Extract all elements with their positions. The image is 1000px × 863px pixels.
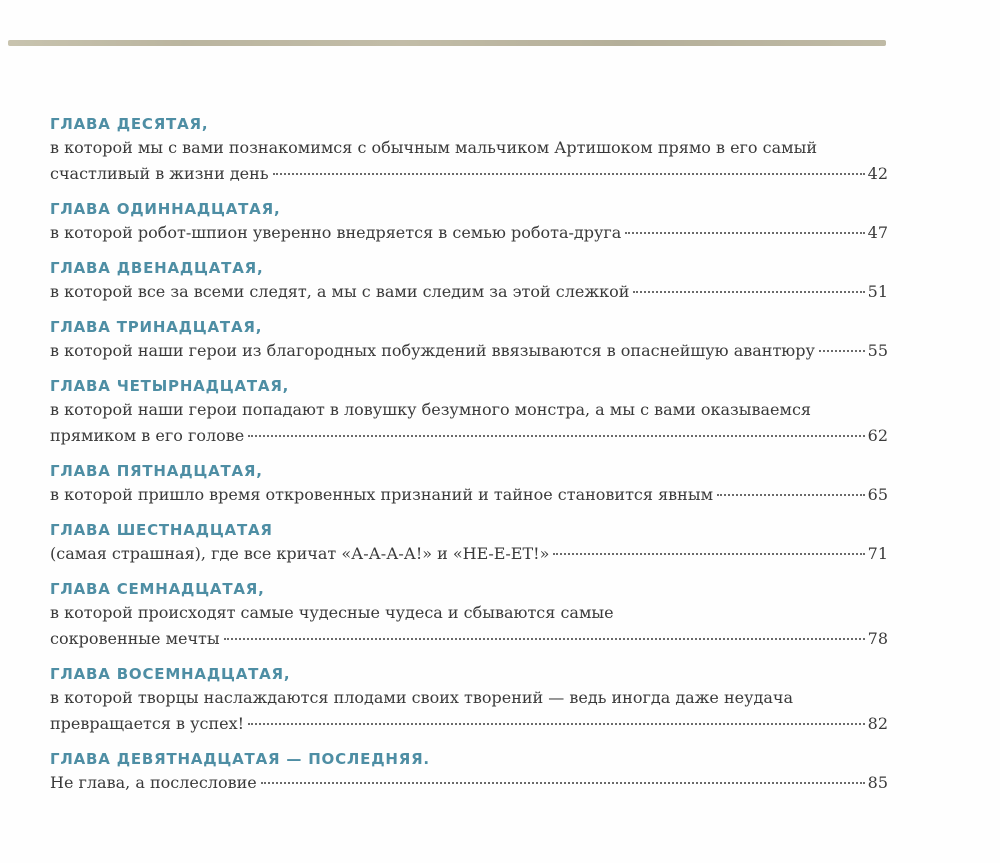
dot-leader — [248, 435, 864, 437]
dot-leader — [633, 291, 864, 293]
toc-entry — [50, 520, 888, 567]
dot-leader — [273, 173, 865, 175]
chapter-description-line: в которой творцы наслаждаются плодами своих творений — ведь иногда даже неудача — [50, 688, 794, 707]
chapter-title: ГЛАВА СЕМНАДЦАТАЯ, — [50, 580, 265, 598]
dot-leader — [224, 638, 865, 640]
dot-leader — [625, 232, 864, 234]
toc-entry — [50, 749, 888, 796]
toc-entry — [50, 317, 888, 364]
chapter-description-line: (самая страшная), где все кричат «А-А-А-А!» и «НЕ-Е-ЕТ!» — [50, 544, 550, 563]
dot-leader — [261, 782, 865, 784]
chapter-title: ГЛАВА ОДИННАДЦАТАЯ, — [50, 200, 281, 218]
toc-entry — [50, 664, 888, 737]
chapter-title: ГЛАВА ТРИНАДЦАТАЯ, — [50, 318, 263, 336]
chapter-description-line: счастливый в жизни день — [50, 164, 269, 183]
dot-leader — [717, 494, 865, 496]
chapter-description-line: в которой происходят самые чудесные чудеса и сбываются самые — [50, 603, 614, 622]
chapter-description-line: сокровенные мечты — [50, 629, 220, 648]
decorative-top-rule — [8, 40, 886, 46]
chapter-description-line: в которой все за всеми следят, а мы с вами следим за этой слежкой — [50, 282, 630, 301]
toc-line-with-page — [50, 626, 888, 652]
toc-entry — [50, 579, 888, 652]
chapter-description-line: превращается в успех! — [50, 714, 245, 733]
chapter-description-line: прямиком в его голове — [50, 426, 245, 445]
page-number: 85 — [867, 773, 888, 792]
chapter-description-line: в которой пришло время откровенных признаний и тайное становится явным — [50, 485, 714, 504]
page-number: 71 — [867, 544, 888, 563]
page-number: 47 — [867, 223, 888, 242]
toc-line-with-page — [50, 770, 888, 796]
page-number: 82 — [867, 714, 888, 733]
toc-line-with-page — [50, 279, 888, 305]
toc-entry — [50, 376, 888, 449]
toc-line-with-page — [50, 423, 888, 449]
dot-leader — [819, 350, 865, 352]
chapter-title: ГЛАВА ШЕСТНАДЦАТАЯ — [50, 521, 273, 539]
toc-entry — [50, 199, 888, 246]
page-number: 51 — [867, 282, 888, 301]
chapter-description-line: в которой мы с вами познакомимся с обычным мальчиком Артишоком прямо в его самый — [50, 138, 817, 157]
chapter-description-line: Не глава, а послесловие — [50, 773, 257, 792]
chapter-title: ГЛАВА ЧЕТЫРНАДЦАТАЯ, — [50, 377, 290, 395]
toc-entry — [50, 114, 888, 187]
toc-line-with-page — [50, 541, 888, 567]
toc-line-with-page — [50, 482, 888, 508]
toc-line-with-page — [50, 161, 888, 187]
dot-leader — [553, 553, 864, 555]
toc-line-with-page — [50, 220, 888, 246]
toc-line-with-page — [50, 711, 888, 737]
page-number: 42 — [867, 164, 888, 183]
dot-leader — [248, 723, 865, 725]
chapter-title: ГЛАВА ВОСЕМНАДЦАТАЯ, — [50, 665, 291, 683]
chapter-description-line: в которой наши герои из благородных побуждений ввязываются в опаснейшую авантюру — [50, 341, 815, 360]
page-number: 65 — [867, 485, 888, 504]
toc-line-with-page — [50, 338, 888, 364]
table-of-contents — [50, 114, 888, 808]
chapter-title: ГЛАВА ДВЕНАДЦАТАЯ, — [50, 259, 264, 277]
page-number: 78 — [867, 629, 888, 648]
chapter-description-line: в которой наши герои попадают в ловушку безумного монстра, а мы с вами оказываемся — [50, 400, 812, 419]
chapter-title: ГЛАВА ПЯТНАДЦАТАЯ, — [50, 462, 263, 480]
chapter-title: ГЛАВА ДЕВЯТНАДЦАТАЯ — ПОСЛЕДНЯЯ. — [50, 750, 430, 768]
chapter-description-line: в которой робот-шпион уверенно внедряется в семью робота-друга — [50, 223, 622, 242]
page-number: 62 — [867, 426, 888, 445]
page-number: 55 — [867, 341, 888, 360]
chapter-title: ГЛАВА ДЕСЯТАЯ, — [50, 115, 209, 133]
toc-entry — [50, 461, 888, 508]
toc-entry — [50, 258, 888, 305]
